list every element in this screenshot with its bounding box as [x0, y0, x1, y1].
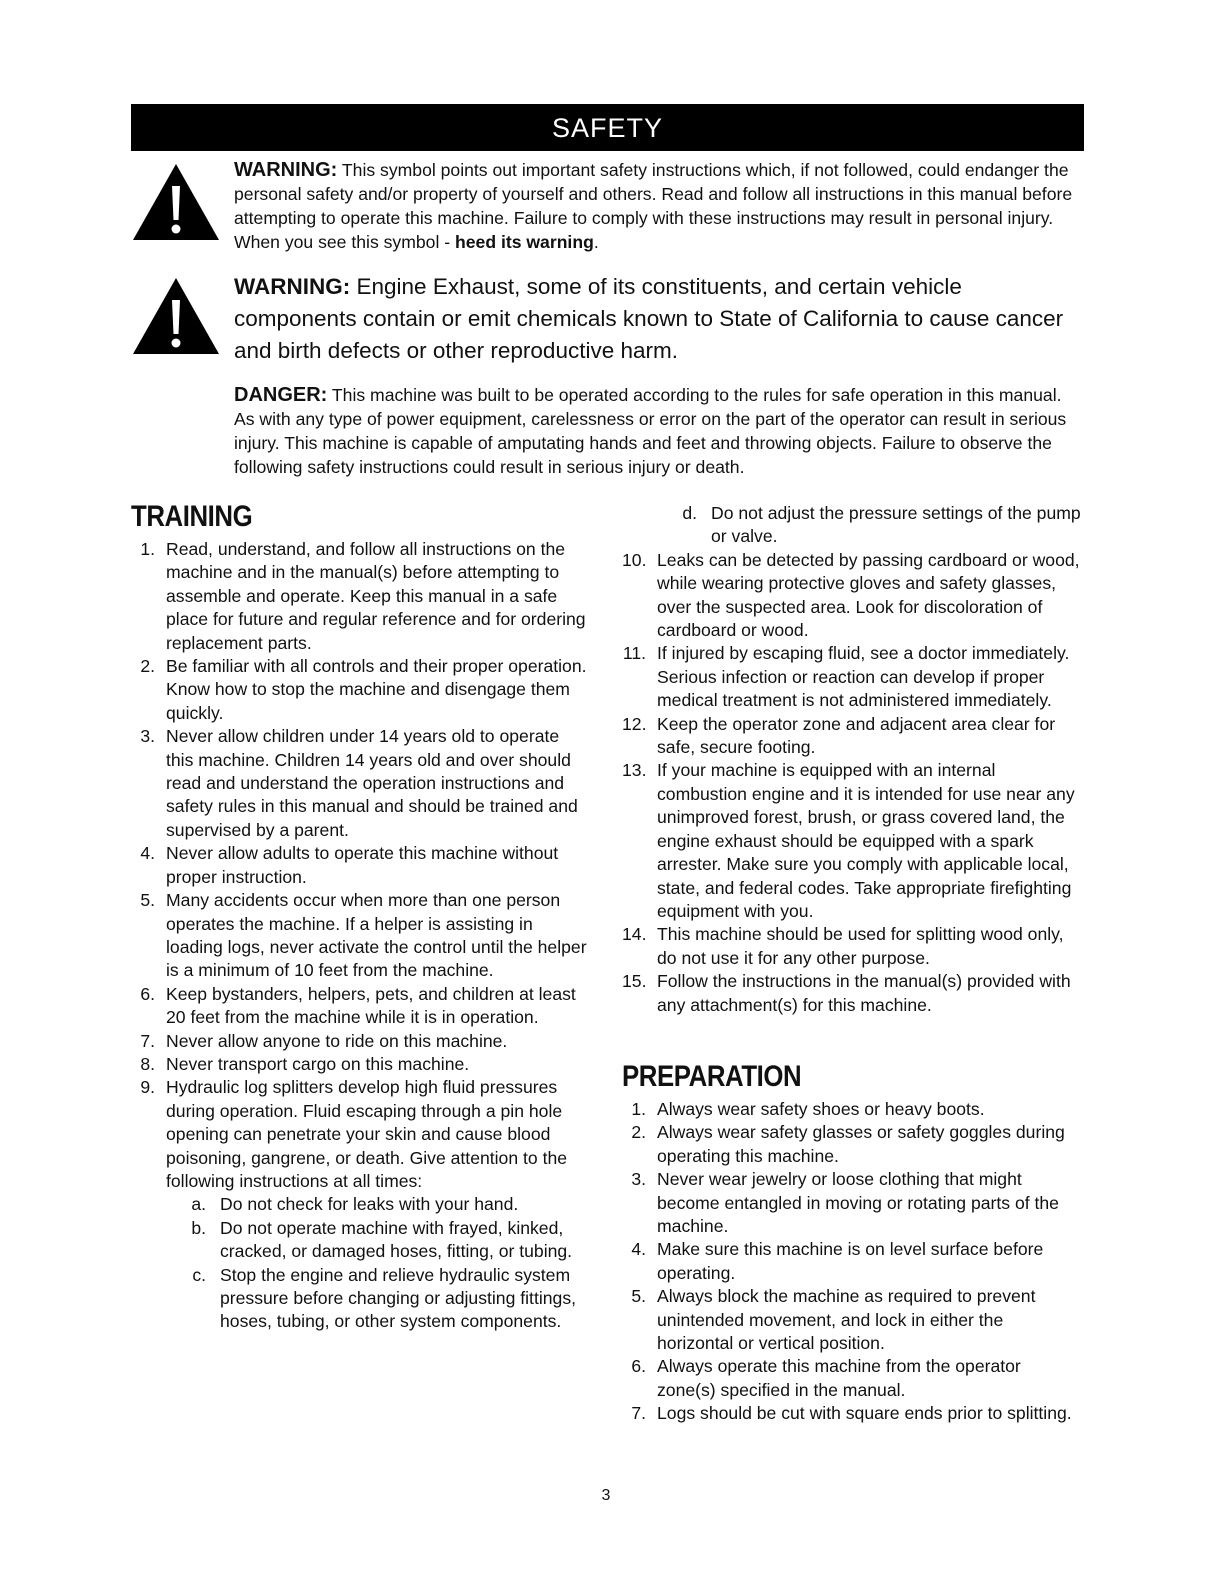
list-item-text: Never allow adults to operate this machine without proper instruction. — [166, 843, 559, 887]
list-item-number: 5. — [140, 890, 155, 911]
list-item — [622, 1098, 1084, 1121]
list-item-text: Many accidents occur when more than one person operates the machine. If a helper is assisting in loading logs, never activate the control until the helper is a minimum of 10 feet from the machine. — [166, 890, 587, 981]
preparation-column — [622, 1098, 1084, 1426]
list-item-text: This machine should be used for splitting wood only, do not use it for any other purpose. — [657, 924, 1064, 968]
list-item-text: Stop the engine and relieve hydraulic system pressure before changing or adjusting fittings, hoses, tubing, or other system components. — [220, 1264, 576, 1332]
list-item-number: 3. — [140, 726, 155, 747]
list-item — [622, 1355, 1084, 1402]
list-item-number: 12. — [622, 713, 647, 734]
list-item-text: Never allow anyone to ride on this machine. — [166, 1030, 508, 1051]
list-item-text: Hydraulic log splitters develop high fluid pressures during operation. Fluid escaping through a pin hole opening can penetrate your skin and cause blood poisoning, gangrene, or death. Give attention to the following instructions at all times: — [166, 1077, 568, 1191]
list-item — [622, 759, 1084, 923]
list-item-text: Keep bystanders, helpers, pets, and children at least 20 feet from the machine while it is in operation. — [166, 983, 576, 1028]
sub-list-item — [131, 1217, 591, 1264]
list-item-number: 11. — [622, 643, 646, 664]
list-item — [622, 713, 1084, 760]
training-column-right — [622, 502, 1084, 1017]
list-item-number: d. — [682, 503, 697, 523]
list-item — [622, 923, 1084, 970]
list-item-number: 7. — [140, 1030, 155, 1051]
list-item-text: Read, understand, and follow all instructions on the machine and in the manual(s) before attempting to assemble and operate. Keep this manual in a safe place for future and regular reference and for ordering replacement parts. — [166, 539, 586, 653]
list-item-number: 5. — [631, 1286, 646, 1307]
list-item-number: 7. — [631, 1403, 646, 1424]
section-title-preparation: PREPARATION — [622, 1060, 802, 1093]
list-item-number: 14. — [622, 924, 647, 945]
list-item-text: Make sure this machine is on level surface before operating. — [657, 1239, 1044, 1283]
list-item-text: Do not operate machine with frayed, kinked, cracked, or damaged hoses, fitting, or tubing. — [220, 1217, 573, 1262]
safety-banner — [131, 104, 1084, 151]
list-item — [622, 1168, 1084, 1238]
list-item-number: 2. — [140, 656, 155, 677]
page-number: 3 — [601, 1487, 611, 1504]
list-item — [131, 889, 591, 983]
list-item-text: Do not adjust the pressure settings of the pump or valve. — [711, 503, 1081, 547]
california-warning — [234, 271, 1084, 367]
danger-lead: DANGER: — [234, 384, 328, 406]
sub-list-item — [131, 1264, 591, 1334]
list-item-number: 9. — [140, 1077, 155, 1098]
list-item — [622, 1121, 1084, 1168]
warning-triangle-icon — [131, 276, 221, 356]
list-item-text: Do not check for leaks with your hand. — [220, 1194, 519, 1215]
training-column-left — [131, 538, 591, 1334]
list-item-number: a. — [191, 1194, 206, 1215]
list-item-number: 1. — [631, 1099, 646, 1119]
list-item — [622, 549, 1084, 643]
list-item-text: If injured by escaping fluid, see a doctor immediately. Serious infection or reaction can develop if proper medical treatment is not administered immediately. — [657, 643, 1070, 711]
warning-symbol-notice — [234, 158, 1084, 254]
list-item-number: 4. — [140, 843, 155, 864]
list-item-number: 13. — [622, 760, 647, 781]
sub-list-item — [131, 1193, 591, 1216]
list-item — [622, 1285, 1084, 1355]
warning-text: This symbol points out important safety instructions which, if not followed, could endanger the personal safety and/or property of yourself and others. Read and follow all instructions in this manual before attempting to operate this machine. Failure to comply with these instructions may result in personal injury. When you see this symbol - — [234, 160, 1073, 252]
list-item-text: Always block the machine as required to prevent unintended movement, and lock in either the horizontal or vertical position. — [657, 1286, 1036, 1354]
list-item-number: 3. — [631, 1169, 646, 1190]
warning-lead: WARNING: — [234, 274, 351, 299]
list-item-text: Never allow children under 14 years old to operate this machine. Children 14 years old and over should read and understand the operation instructions and safety rules in this manual and should be trained and supervised by a parent. — [166, 726, 578, 840]
warning-triangle-icon — [131, 162, 221, 242]
list-item-text: Leaks can be detected by passing cardboard or wood, while wearing protective gloves and safety glasses, over the suspected area. Look for discoloration of cardboard or wood. — [657, 549, 1080, 641]
list-item-text: Follow the instructions in the manual(s) provided with any attachment(s) for this machine. — [657, 971, 1071, 1015]
list-item-number: c. — [192, 1264, 206, 1285]
list-item-text: Never transport cargo on this machine. — [166, 1053, 470, 1074]
list-item-text: Be familiar with all controls and their proper operation. Know how to stop the machine and disengage them quickly. — [166, 656, 587, 723]
warning-text: Engine Exhaust, some of its constituents, and certain vehicle components contain or emit chemicals known to State of California to cause cancer and birth defects or other reproductive harm. — [234, 274, 1064, 363]
page-title: SAFETY — [551, 113, 664, 143]
danger-text: This machine was built to be operated according to the rules for safe operation in this manual. As with any type of power equipment, carelessness or error on the part of the operator can result in serious injury. This machine is capable of amputating hands and feet and throwing objects. Failure to observe the following safety instructions could result in serious injury or death. — [234, 385, 1067, 477]
list-item — [622, 1238, 1084, 1285]
warning-tail: . — [593, 232, 599, 252]
section-title-training: TRAINING — [131, 500, 253, 533]
warning-lead: WARNING: — [234, 159, 338, 181]
list-item-text: Always wear safety glasses or safety goggles during operating this machine. — [657, 1122, 1065, 1166]
list-item — [131, 842, 591, 889]
list-item-number: 2. — [631, 1122, 646, 1143]
list-item — [131, 538, 591, 655]
list-item-number: 1. — [140, 539, 155, 559]
list-item-number: 6. — [631, 1356, 646, 1377]
list-item — [131, 655, 591, 725]
list-item — [622, 1402, 1084, 1425]
list-item — [131, 1053, 591, 1076]
list-item-number: 6. — [140, 983, 155, 1004]
list-item — [131, 725, 591, 842]
list-item-number: b. — [191, 1217, 206, 1238]
list-item — [622, 642, 1084, 712]
list-item-text: Keep the operator zone and adjacent area clear for safe, secure footing. — [657, 713, 1056, 758]
list-item-number: 15. — [622, 971, 647, 992]
list-item — [131, 983, 591, 1030]
list-item — [622, 970, 1084, 1017]
list-item-text: Never wear jewelry or loose clothing that might become entangled in moving or rotating parts of the machine. — [657, 1169, 1059, 1237]
danger-notice — [234, 383, 1084, 479]
list-item-text: Always wear safety shoes or heavy boots. — [657, 1099, 985, 1119]
list-item-text: Always operate this machine from the operator zone(s) specified in the manual. — [657, 1356, 1021, 1400]
list-item-number: 8. — [140, 1053, 155, 1074]
list-item — [131, 1030, 591, 1053]
sub-list-item — [622, 502, 1084, 549]
list-item-text: Logs should be cut with square ends prior to splitting. — [657, 1403, 1072, 1424]
list-item-text: If your machine is equipped with an internal combustion engine and it is intended for use near any unimproved forest, brush, or grass covered land, the engine exhaust should be equipped with a spark arrester. Make sure you comply with applicable local, state, and federal codes. Take appropriate firefighting equipment with you. — [657, 760, 1075, 921]
warning-emphasis: heed its warning — [455, 232, 594, 252]
list-item — [131, 1076, 591, 1193]
list-item-number: 4. — [631, 1239, 646, 1260]
list-item-number: 10. — [622, 549, 647, 570]
